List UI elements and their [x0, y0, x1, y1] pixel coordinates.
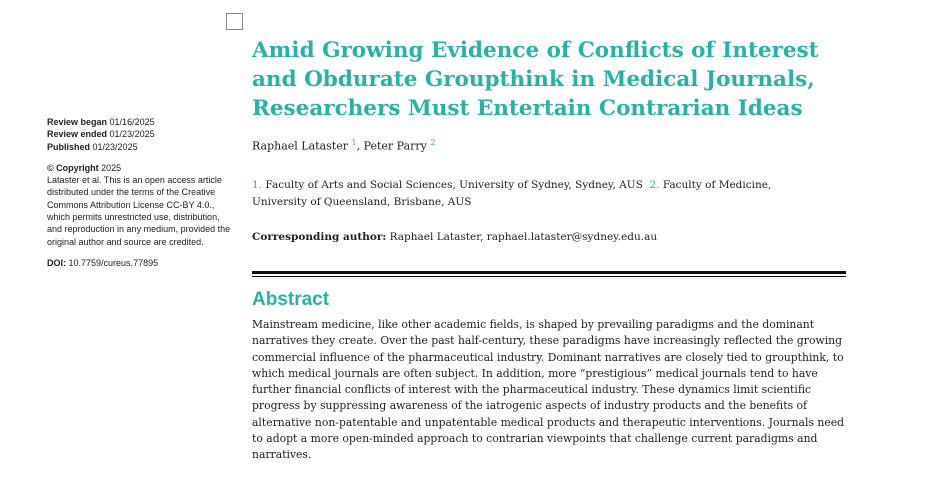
- select-checkbox[interactable]: [226, 13, 243, 30]
- affiliation-number: 1.: [252, 179, 263, 191]
- corresponding-author-label: Corresponding author:: [252, 231, 387, 243]
- corresponding-author-value: Raphael Lataster, raphael.lataster@sydney.edu.au: [389, 231, 658, 243]
- author-affiliation-ref[interactable]: 1: [351, 138, 357, 147]
- author-name: Peter Parry: [363, 139, 427, 153]
- copyright: © Copyright 2025: [47, 162, 122, 173]
- affiliation-text: Faculty of Medicine, University of Queensland, Brisbane, AUS: [252, 179, 772, 208]
- affiliations: [252, 177, 822, 211]
- abstract-text: Mainstream medicine, like other academic fields, is shaped by prevailing paradigms and the dominant narratives they create. Over the past half-century, these paradigms have increasingly reflected the growing commercial influence of the pharmaceutical industry. Dominant narratives are closely tied to groupthink, to which medical journals are often subject. In addition, more “prestigious” medical journals tend to have further financial conflicts of interest with the pharmaceutical industry. These dynamics limit scientific progress by suppressing awareness of the iatrogenic aspects of industry products and the benefits of alternative non-patentable and unpatentable medical products and therapeutic interventions. Journals need to adopt a more open-minded approach to contrarian viewpoints that challenge current paradigms and narratives.: [252, 318, 845, 462]
- license-text: Lataster et al. This is an open access article distributed under the terms of the Creative Commons Attribution License CC-BY 4.0., which permits unrestricted use, distribution, and reproduction in any medium, provided the original author and source are credited.: [47, 175, 231, 247]
- article-title: Amid Growing Evidence of Conflicts of Interest and Obdurate Groupthink in Medical Journals, Researchers Must Entertain Contrarian Ideas: [252, 38, 819, 121]
- published-date: Published 01/23/2025: [47, 141, 138, 152]
- affiliation-text: Faculty of Arts and Social Sciences, University of Sydney, Sydney, AUS: [265, 179, 643, 191]
- article-sidebar: [47, 116, 237, 269]
- review-began: Review began 01/16/2025: [47, 117, 155, 127]
- author-affiliation-ref[interactable]: 2: [430, 138, 436, 147]
- review-ended: Review ended 01/23/2025: [47, 129, 155, 140]
- affiliation-number: 2.: [649, 179, 660, 191]
- divider-thin: [252, 276, 846, 277]
- doi: DOI: 10.7759/cureus.77895: [47, 257, 159, 268]
- author-separator: ,: [356, 139, 364, 153]
- author-list: [252, 138, 435, 153]
- abstract-heading: Abstract: [252, 289, 330, 310]
- author-name: Raphael Lataster: [252, 139, 348, 153]
- corresponding-author: [252, 231, 657, 243]
- divider-thick: [252, 271, 846, 274]
